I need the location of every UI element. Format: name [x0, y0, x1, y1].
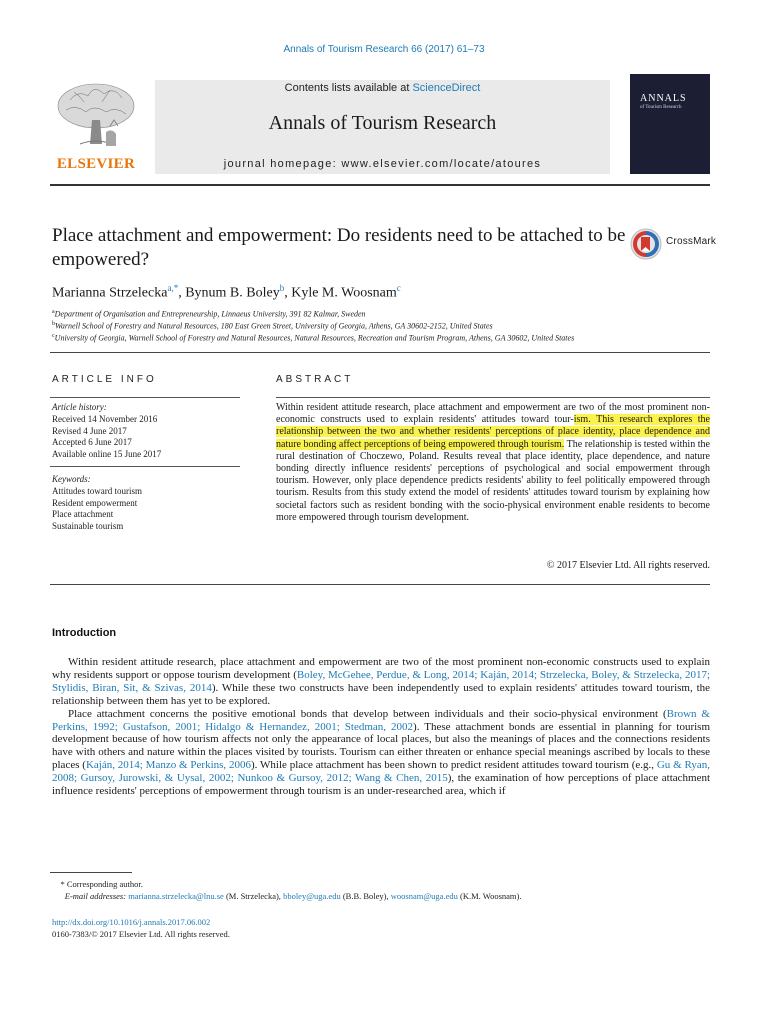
keyword: Resident empowerment — [52, 497, 138, 508]
abstract-text — [276, 402, 710, 524]
author-affiliation-mark[interactable]: a,* — [167, 283, 179, 293]
keyword: Sustainable tourism — [52, 521, 124, 532]
citation-link[interactable]: Brown & Perkins, 1992; Gustafson, 2001; Hidalgo & Hernandez, 2001; Stedman, 2002 — [52, 707, 710, 733]
cover-subtitle: of Tourism Research — [640, 105, 682, 110]
abstract-divider — [276, 397, 710, 398]
author-separator: , — [284, 285, 292, 301]
author-name: Bynum B. Boley — [185, 285, 280, 301]
doi-link[interactable]: http://dx.doi.org/10.1016/j.annals.2017.06.002 — [52, 917, 211, 927]
history-item: Accepted 6 June 2017 — [52, 437, 132, 448]
affiliation-divider — [50, 352, 710, 353]
contents-prefix: Contents lists available at — [284, 82, 413, 94]
introduction-body — [52, 656, 710, 798]
history-item: Received 14 November 2016 — [52, 413, 158, 424]
citation-link[interactable]: Boley, McGehee, Perdue, & Long, 2014; Kaján, 2014; Strzelecka, Boley, & Strzelecka, 2017; Stylidis, Biran, Sit, & Szivas, 2014 — [52, 668, 711, 694]
text-run: ). While these two constructs have been independently used to explain residents' attitudes toward tourism, the relationship between them has yet to be explored. — [52, 681, 711, 707]
footnote-divider — [50, 872, 132, 873]
sciencedirect-link[interactable]: ScienceDirect — [412, 82, 481, 94]
author-name: Kyle M. Woosnam — [291, 285, 397, 301]
journal-title: Annals of Tourism Research — [268, 112, 497, 134]
publisher-name: ELSEVIER — [56, 156, 136, 172]
citation-link[interactable]: Kaján, 2014; Manzo & Perkins, 2006 — [85, 759, 251, 772]
cover-title: ANNALS — [640, 93, 687, 104]
history-label: Article history: — [52, 402, 107, 412]
affiliation — [52, 321, 493, 331]
text-run: ), the examination of how perceptions of place attachment influence residents' perceptions of empowerment through tourism is an under-researched area, which if — [52, 772, 711, 798]
author-separator: , — [178, 285, 186, 301]
citation-link[interactable]: Gu & Ryan, 2008; Gursoy, Jurowski, & Uysal, 2002; Nunkoo & Gursoy, 2012; Wang & Chen, 2015 — [52, 759, 710, 785]
author-affiliation-mark[interactable]: c — [396, 283, 401, 293]
email-link[interactable]: woosnam@uga.edu — [390, 891, 458, 901]
affiliation — [52, 333, 574, 343]
affiliation-text: Warnell School of Forestry and Natural Resources, 180 East Green Street, University of Georgia, Athens, GA 30602-2152, United States — [55, 321, 493, 331]
author-name: Marianna Strzelecka — [52, 285, 168, 301]
email-addresses — [52, 891, 712, 901]
keywords — [52, 474, 240, 533]
email-label: E-mail addresses: — [64, 891, 127, 901]
history-item: Revised 4 June 2017 — [52, 425, 127, 436]
article-info-heading: ARTICLE INFO — [52, 374, 157, 385]
affiliation-mark: b — [52, 321, 55, 327]
issn-copyright: 0160-7383/© 2017 Elsevier Ltd. All rights reserved. — [52, 929, 230, 939]
paragraph — [52, 708, 710, 798]
abstract-part: Within resident attitude research, place attachment and empowerment are two of the most prominent non-economic constructs used to explain residents' attitudes toward tour- — [276, 402, 710, 426]
header-divider — [50, 184, 710, 186]
email-owner: (M. Strzelecka), — [223, 891, 284, 901]
paper-title: Place attachment and empowerment: Do residents need to be attached to be empowered? — [52, 225, 626, 270]
abstract-part: The relationship is tested within the rural destination of Choczewo, Poland. Results reveal that place identity, place dependence, and nature bonding directly influence residents' perceptions of psychological and social empowerment through tourism. However, only place dependence predicts residents' ability to feel politically empowered through tourism. Results from this study extend the model of residents' attitudes toward tourism by explaining how societal factors such as resident bonding with the socio-physical environment enable residents to become more empowered through tourism development. — [276, 438, 710, 523]
section-heading-introduction: Introduction — [52, 627, 117, 639]
abstract-bottom-divider — [50, 584, 710, 585]
corresponding-author-note: * Corresponding author. — [52, 879, 143, 889]
text-run: Place attachment concerns the positive emotional bonds that develop between individuals and their socio-physical environment ( — [68, 707, 667, 720]
keyword: Attitudes toward tourism — [52, 485, 142, 496]
journal-citation[interactable]: Annals of Tourism Research 66 (2017) 61–73 — [283, 44, 485, 55]
email-link[interactable]: bboley@uga.edu — [283, 891, 341, 901]
corresponding-label: Corresponding author. — [66, 879, 143, 889]
article-history — [52, 402, 240, 461]
abstract-copyright: © 2017 Elsevier Ltd. All rights reserved. — [546, 560, 710, 571]
affiliation-mark: a — [52, 309, 55, 315]
journal-cover-image — [630, 74, 710, 174]
affiliation-text: University of Georgia, Warnell School of Forestry and Natural Resources, Natural Resources, Recreation and Tourism Program, Athens, GA 30602, United States — [54, 333, 575, 343]
email-link[interactable]: marianna.strzelecka@lnu.se — [128, 891, 224, 901]
author-affiliation-mark[interactable]: b — [279, 283, 285, 293]
author-list — [52, 283, 401, 302]
abstract-heading: ABSTRACT — [276, 374, 354, 385]
affiliation-mark: c — [52, 333, 55, 339]
highlighted-text[interactable]: ism. This research explores the relationship between the two and whether residents' perceptions of place identity, place dependence and nature bonding affect perceptions of being empowered through tourism. — [276, 414, 710, 450]
affiliation-text: Department of Organisation and Entrepreneurship, Linnaeus University, 391 82 Kalmar, Sweden — [54, 309, 366, 319]
keyword: Place attachment — [52, 509, 114, 520]
contents-line — [155, 82, 610, 94]
journal-homepage[interactable]: journal homepage: www.elsevier.com/locate/atoures — [223, 158, 542, 170]
keywords-divider — [50, 466, 240, 467]
keywords-label: Keywords: — [52, 474, 91, 484]
text-run: ). While place attachment has been shown to predict resident attitudes toward tourism (e.g., — [251, 759, 657, 772]
crossmark-icon[interactable] — [630, 228, 662, 265]
crossmark-label[interactable]: CrossMark — [666, 236, 717, 247]
paragraph — [52, 656, 710, 708]
affiliation — [52, 309, 366, 319]
text-run: ). These attachment bonds are essential in planning for tourism development because of how tourism affects not only the appearance of local places, but also the meanings of places and the connections residents have with others and nature within the places visited by tourists. Tourism can either threaten or enhance special meanings ascribed by locals to these places ( — [52, 720, 710, 772]
email-owner: (B.B. Boley), — [340, 891, 391, 901]
history-item: Available online 15 June 2017 — [52, 449, 162, 460]
article-info-divider — [50, 397, 240, 398]
email-owner: (K.M. Woosnam). — [457, 891, 522, 901]
text-run: Within resident attitude research, place attachment and empowerment are two of the most prominent non-economic constructs used to explain why residents support or oppose tourism development ( — [52, 656, 710, 681]
